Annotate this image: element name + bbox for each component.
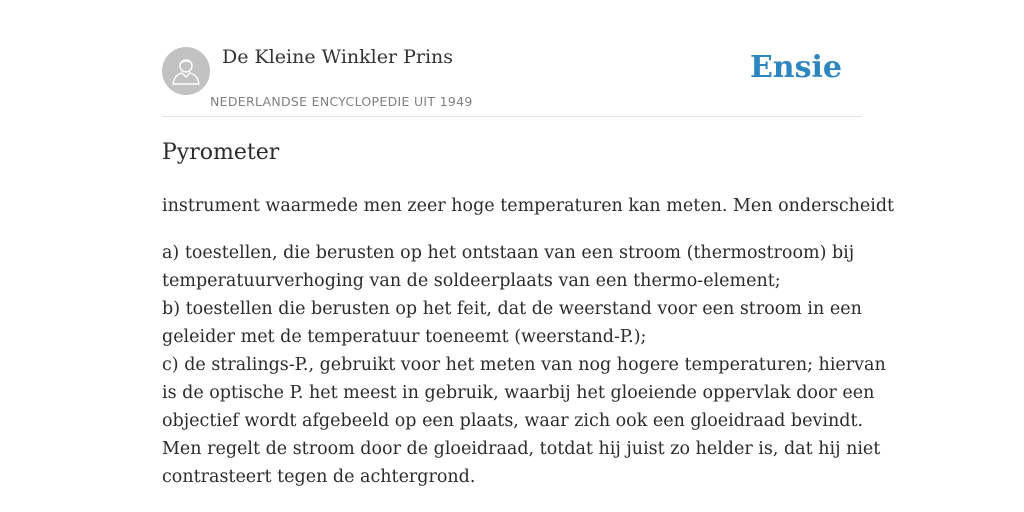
definition-line: contrasteert tegen de achtergrond. [162, 467, 476, 487]
page-title: Pyrometer [162, 140, 280, 165]
entry-definition [162, 239, 886, 491]
source-subtitle: NEDERLANDSE ENCYCLOPEDIE UIT 1949 [210, 94, 473, 109]
definition-line: temperatuurverhoging van de soldeerplaats van een thermo-element; [162, 271, 781, 291]
entry-intro: instrument waarmede men zeer hoge temperaturen kan meten. Men onderscheidt [162, 196, 895, 216]
definition-line: Men regelt de stroom door de gloeidraad, totdat hij juist zo helder is, dat hij niet [162, 439, 881, 459]
user-icon [162, 47, 210, 95]
definition-line: objectief wordt afgebeeld op een plaats, waar zich ook een gloeidraad bevindt. [162, 411, 864, 431]
source-title[interactable]: De Kleine Winkler Prins [222, 46, 454, 68]
definition-line: b) toestellen die berusten op het feit, dat de weerstand voor een stroom in een [162, 299, 862, 319]
definition-line: geleider met de temperatuur toeneemt (weerstand-P.); [162, 327, 647, 347]
brand-logo[interactable]: Ensie [749, 50, 842, 85]
source-header [162, 40, 862, 117]
entry-body [162, 192, 895, 491]
definition-line: is de optische P. het meest in gebruik, waarbij het gloeiende oppervlak door een [162, 383, 875, 403]
avatar[interactable] [162, 47, 210, 95]
definition-line: a) toestellen, die berusten op het ontstaan van een stroom (thermostroom) bij [162, 243, 855, 263]
definition-line: c) de stralings-P., gebruikt voor het meten van nog hogere temperaturen; hiervan [162, 355, 886, 375]
